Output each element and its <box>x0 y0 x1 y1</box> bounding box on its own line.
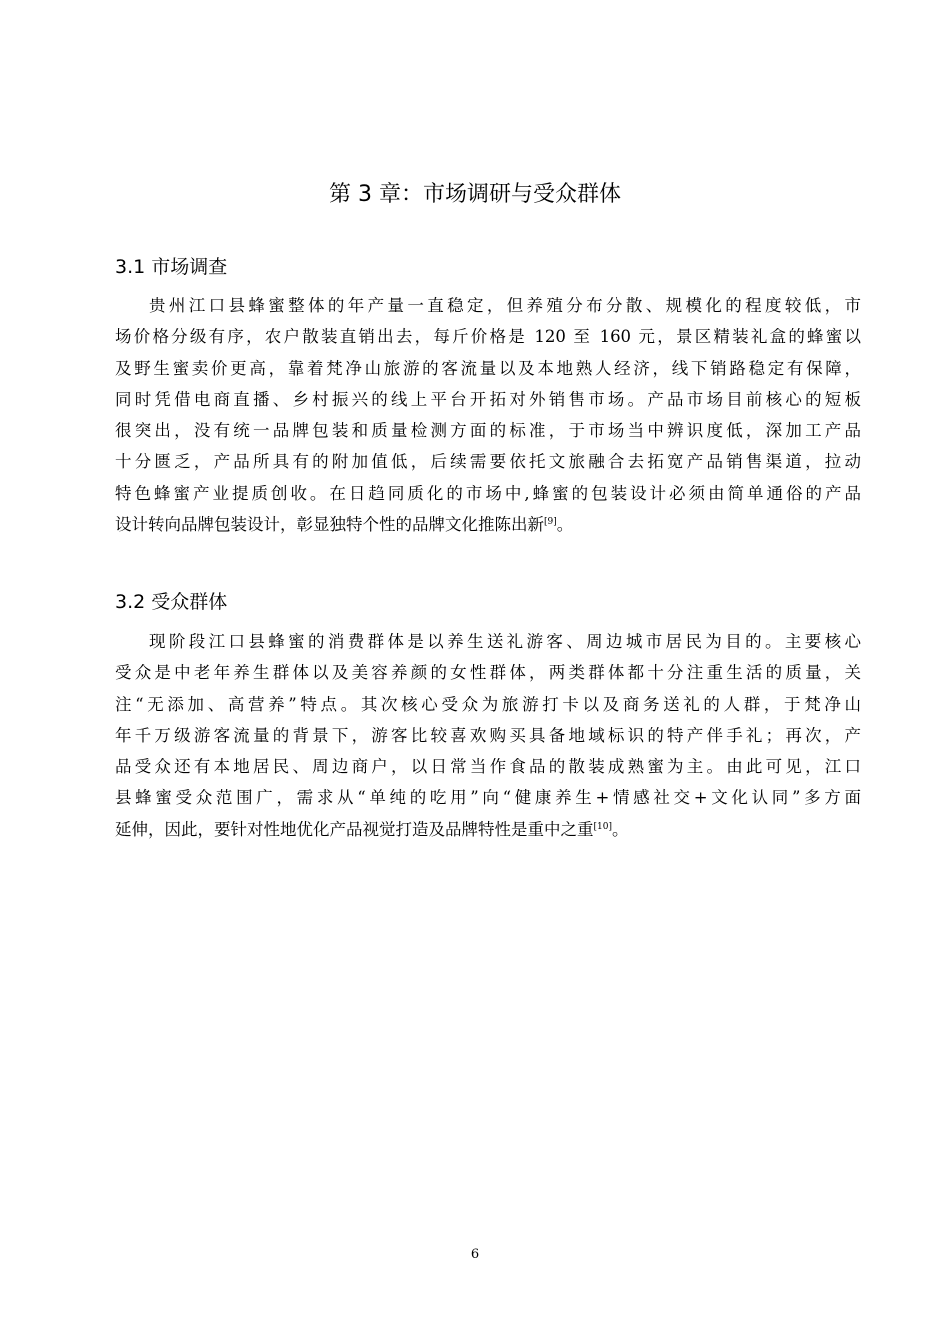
paragraph-line-text: 设计转向品牌包装设计，彰显独特个性的品牌文化推陈出新 <box>115 515 544 535</box>
paragraph-line: 现阶段江口县蜂蜜的消费群体是以养生送礼游客、周边城市居民为目的。主要核心 <box>149 632 861 651</box>
paragraph-line: 很突出，没有统一品牌包装和质量检测方面的标准，于市场当中辨识度低，深加工产品 <box>115 421 861 441</box>
paragraph-line: 十分匮乏，产品所具有的附加值低，后续需要依托文旅融合去拓宽产品销售渠道，拉动 <box>115 452 861 472</box>
section-title-market-survey: 3.1 市场调查 <box>115 256 228 278</box>
paragraph-ending: 。 <box>611 819 629 839</box>
paragraph-line: 场价格分级有序，农户散装直销出去，每斤价格是 120 至 160 元，景区精装礼盒的蜂蜜以 <box>115 327 861 347</box>
paragraph-line: 贵州江口县蜂蜜整体的年产量一直稳定，但养殖分布分散、规模化的程度较低，市 <box>149 296 861 315</box>
paragraph-line: 注“无添加、高营养”特点。其次核心受众为旅游打卡以及商务送礼的人群，于梵净山 <box>115 694 861 714</box>
paragraph-line: 及野生蜜卖价更高，靠着梵净山旅游的客流量以及本地熟人经济，线下销路稳定有保障， <box>115 358 861 378</box>
chapter-title: 第 3 章：市场调研与受众群体 <box>329 182 621 207</box>
paragraph-last-line <box>115 814 861 845</box>
paragraph-ending: 。 <box>556 515 574 535</box>
page-number: 6 <box>470 1247 480 1262</box>
paragraph-line: 年千万级游客流量的背景下，游客比较喜欢购买具备地域标识的特产伴手礼；再次，产 <box>115 725 861 745</box>
citation-ref: [9] <box>544 517 557 528</box>
paragraph-line: 县蜂蜜受众范围广，需求从“单纯的吃用”向“健康养生+情感社交+文化认同”多方面 <box>115 788 861 808</box>
paragraph-line: 特色蜂蜜产业提质创收。在日趋同质化的市场中,蜂蜜的包装设计必须由简单通俗的产品 <box>115 483 861 503</box>
paragraph-line: 同时凭借电商直播、乡村振兴的线上平台开拓对外销售市场。产品市场目前核心的短板 <box>115 389 861 409</box>
paragraph-market-survey <box>115 290 861 540</box>
paragraph-last-line <box>115 509 861 540</box>
section-title-audience: 3.2 受众群体 <box>115 591 228 613</box>
paragraph-line-text: 延伸，因此，要针对性地优化产品视觉打造及品牌特性是重中之重 <box>115 819 594 839</box>
citation-ref: [10] <box>593 821 612 832</box>
paragraph-line: 品受众还有本地居民、周边商户，以日常当作食品的散装成熟蜜为主。由此可见，江口 <box>115 757 861 777</box>
paragraph-audience <box>115 626 861 845</box>
paragraph-line: 受众是中老年养生群体以及美容养颜的女性群体，两类群体都十分注重生活的质量，关 <box>115 663 861 683</box>
